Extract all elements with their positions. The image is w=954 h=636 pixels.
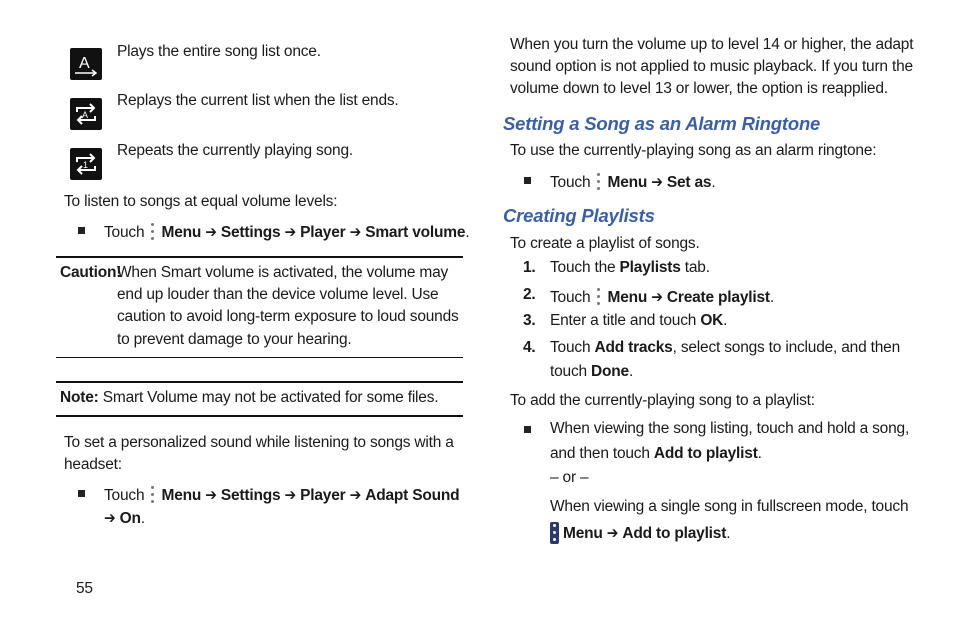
svg-text:A: A <box>79 55 90 72</box>
menu-icon[interactable] <box>148 221 157 243</box>
page-number: 55 <box>76 580 93 597</box>
note: Note: Smart Volume may not be activated for some files. <box>60 389 439 406</box>
creating-playlists-heading: Creating Playlists <box>503 205 655 226</box>
menu-icon[interactable] <box>594 171 603 193</box>
repeat-off-icon <box>70 48 102 80</box>
smart-volume-intro: To listen to songs at equal volume levels: <box>64 193 338 210</box>
note-bottom-rule <box>56 415 463 417</box>
bullet <box>524 426 531 433</box>
smart-volume-step: Touch Menu ➔ Settings ➔ Player ➔ Smart volume. <box>104 221 469 243</box>
icon-row-text: Replays the current list when the list ends. <box>117 92 399 109</box>
step-2: Touch Menu ➔ Create playlist. <box>550 286 774 308</box>
adapt-sound-step: Touch Menu ➔ Settings ➔ Player ➔ Adapt Sound <box>104 484 459 506</box>
caution-line: When Smart volume is activated, the volume may <box>117 264 449 281</box>
bullet <box>78 227 85 234</box>
adapt-info-line: sound option is not applied to music playback. If you turn the <box>510 58 913 75</box>
icon-row-text: Repeats the currently playing song. <box>117 142 353 159</box>
add-bullet-line: and then touch Add to playlist. <box>550 445 762 462</box>
caution-top-rule <box>56 256 463 258</box>
or-separator: – or – <box>550 469 589 486</box>
caution-line: caution to avoid long-term exposure to loud sounds <box>117 308 459 325</box>
menu-icon[interactable] <box>148 484 157 506</box>
add-bullet-line: When viewing a single song in fullscreen mode, touch <box>550 498 909 515</box>
add-bullet-menu-step: Menu ➔ Add to playlist. <box>550 522 730 544</box>
step-1: Touch the Playlists tab. <box>550 259 710 276</box>
step-number: 4. <box>523 339 536 356</box>
step-4-cont: touch Done. <box>550 363 634 380</box>
note-top-rule <box>56 381 463 383</box>
step-number: 2. <box>523 286 536 303</box>
menu-icon[interactable] <box>550 522 559 544</box>
caution-line: to prevent damage to your hearing. <box>117 331 352 348</box>
bullet <box>78 490 85 497</box>
adapt-intro-line: To set a personalized sound while listening to songs with a <box>64 434 454 451</box>
repeat-all-icon <box>70 98 102 130</box>
add-intro: To add the currently-playing song to a playlist: <box>510 392 815 409</box>
alarm-intro: To use the currently-playing song as an alarm ringtone: <box>510 142 877 159</box>
caution-bottom-rule <box>56 357 463 358</box>
step-3: Enter a title and touch OK. <box>550 312 728 329</box>
adapt-info-line: volume down to level 13 or lower, the option is reapplied. <box>510 80 888 97</box>
caution-label: Caution! <box>60 264 122 281</box>
alarm-step: Touch Menu ➔ Set as. <box>550 171 715 193</box>
icon-row-text: Plays the entire song list once. <box>117 43 321 60</box>
add-bullet-line: When viewing the song listing, touch and hold a song, <box>550 420 910 437</box>
step-4: Touch Add tracks, select songs to include, and then <box>550 339 900 356</box>
adapt-intro-line: headset: <box>64 456 122 473</box>
adapt-sound-step-cont: ➔ On. <box>104 510 145 527</box>
alarm-ringtone-heading: Setting a Song as an Alarm Ringtone <box>503 113 821 134</box>
caution-line: end up louder than the device volume level. Use <box>117 286 439 303</box>
menu-icon[interactable] <box>594 286 603 308</box>
repeat-one-icon <box>70 148 102 180</box>
svg-text:1: 1 <box>83 160 89 170</box>
svg-text:A: A <box>82 110 89 120</box>
adapt-info-line: When you turn the volume up to level 14 or higher, the adapt <box>510 36 914 53</box>
playlists-intro: To create a playlist of songs. <box>510 235 700 252</box>
bullet <box>524 177 531 184</box>
step-number: 3. <box>523 312 536 329</box>
step-number: 1. <box>523 259 536 276</box>
